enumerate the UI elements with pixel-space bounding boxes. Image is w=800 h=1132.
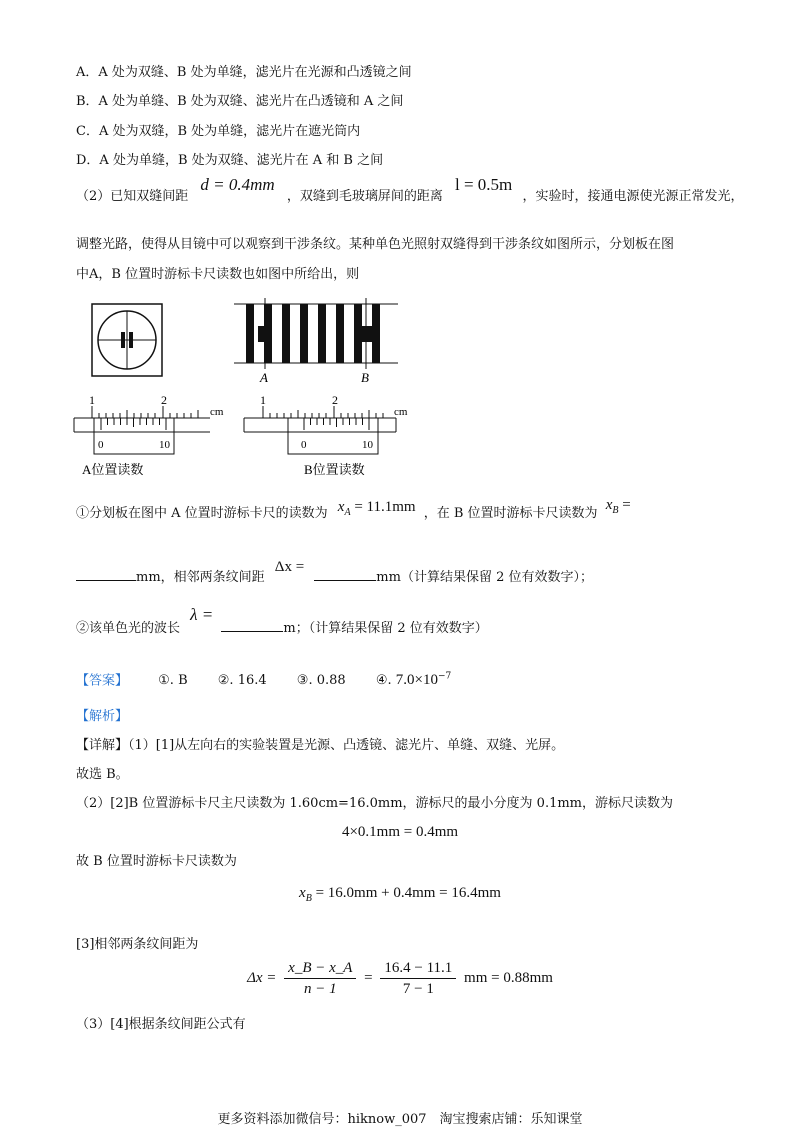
option-b: B．A 处为单缝、B 处为双缝、滤光片在凸透镜和 A 之间 — [76, 94, 404, 109]
answer-4: ④. $7.0\times 10^{-7}$ — [375, 672, 452, 689]
caliper-b — [244, 393, 408, 454]
sub1-line1 — [76, 497, 631, 528]
sub2-line: ②该单色光的波长 λ = m；（计算结果保留 2 位有效数字） — [76, 605, 488, 636]
answer-line — [76, 668, 451, 690]
answer-2: ②. 16.4 — [217, 673, 267, 689]
sub1-text1: ①分划板在图中 A 位置时游标卡尺的读数为 — [76, 506, 328, 521]
q2-d-expr: d = 0.4mm — [200, 175, 275, 194]
blank-xb[interactable] — [76, 566, 136, 581]
caption-b: B位置读数 — [304, 462, 365, 477]
detail-5: [3]相邻两条纹间距为 — [76, 937, 199, 952]
figure-area — [70, 296, 430, 486]
answer-3: ③. 0.88 — [296, 673, 346, 689]
analysis-tag: 【解析】 — [76, 709, 129, 724]
fringe-pattern — [234, 298, 398, 385]
eyepiece-view — [92, 304, 162, 376]
svg-text:10: 10 — [362, 439, 373, 451]
footer: 更多资料添加微信号：hiknow_007 淘宝搜索店铺：乐知课堂 — [217, 1112, 583, 1127]
svg-text:0: 0 — [98, 439, 104, 451]
caption-a: A位置读数 — [82, 462, 144, 477]
caliper-a — [74, 393, 224, 454]
svg-text:1: 1 — [260, 393, 266, 407]
label-b: B — [361, 370, 369, 385]
q2-line1 — [76, 175, 744, 206]
equation-3: Δx = $\frac{x\_B - x\_A}{n - 1}$ = $\frac{16.4 - 11.1}{7 - 1}$ mm = 0.88mm — [247, 960, 553, 997]
blank-lambda[interactable] — [221, 617, 283, 632]
svg-text:2: 2 — [332, 393, 338, 407]
option-c: C．A 处为双缝，B 处为单缝，滤光片在遮光筒内 — [76, 124, 361, 139]
sub1-line2: mm，相邻两条纹间距 Δx = mm（计算结果保留 2 位有效数字）； — [76, 566, 593, 587]
option-a: A．A 处为双缝、B 处为单缝，滤光片在光源和凸透镜之间 — [76, 65, 412, 80]
q2-line3: 中A，B 位置时游标卡尺读数也如图中所给出，则 — [76, 267, 360, 282]
option-d: D．A 处为单缝，B 处为双缝、滤光片在 A 和 B 之间 — [76, 153, 384, 168]
svg-text:1: 1 — [89, 393, 95, 407]
label-a: A — [260, 370, 268, 385]
detail-6: （3）[4]根据条纹间距公式有 — [76, 1017, 246, 1032]
svg-text:2: 2 — [161, 393, 167, 407]
dx-expr: Δx = — [274, 559, 305, 575]
answer-1: ①. B — [158, 673, 188, 689]
q2-mid: ，双缝到毛玻璃屏间的距离 — [286, 189, 443, 204]
svg-text:10: 10 — [159, 439, 170, 451]
blank-dx[interactable] — [314, 566, 376, 581]
answer-tag: 【答案】 — [76, 673, 129, 689]
q2-line2: 调整光路，使得从目镜中可以观察到干涉条纹。某种单色光照射双缝得到干涉条纹如图所示，分划板在图 — [76, 237, 675, 252]
sub1-text2: ，在 B 位置时游标卡尺读数为 — [423, 506, 598, 521]
svg-text:cm: cm — [394, 406, 408, 418]
detail-4: 故 B 位置时游标卡尺读数为 — [76, 854, 237, 869]
equation-2: $x_B = 16.0mm + 0.4mm = 16.4mm$ — [299, 885, 501, 904]
q2-prefix: （2）已知双缝间距 — [76, 189, 189, 204]
detail-3: （2）[2]B 位置游标卡尺主尺读数为 1.60cm=16.0mm，游标尺的最小分度为 0.1mm，游标尺读数为 — [76, 796, 674, 811]
equation-1: 4×0.1mm = 0.4mm — [341, 824, 459, 840]
xb-expr: $x_B$ = — [605, 497, 631, 516]
svg-text:cm: cm — [210, 406, 224, 418]
lambda-expr: λ = — [190, 605, 214, 624]
xa-expr: $x_A = 11.1mm$ — [337, 499, 416, 518]
detail-1: 【详解】（1）[1]从左向右的实验装置是光源、凸透镜、滤光片、单缝、双缝、光屏。 — [76, 738, 565, 753]
detail-2: 故选 B。 — [76, 767, 129, 782]
svg-text:0: 0 — [301, 439, 307, 451]
q2-suffix: ，实验时，接通电源使光源正常发光， — [522, 189, 744, 204]
q2-l-expr: l = 0.5m — [455, 175, 513, 194]
